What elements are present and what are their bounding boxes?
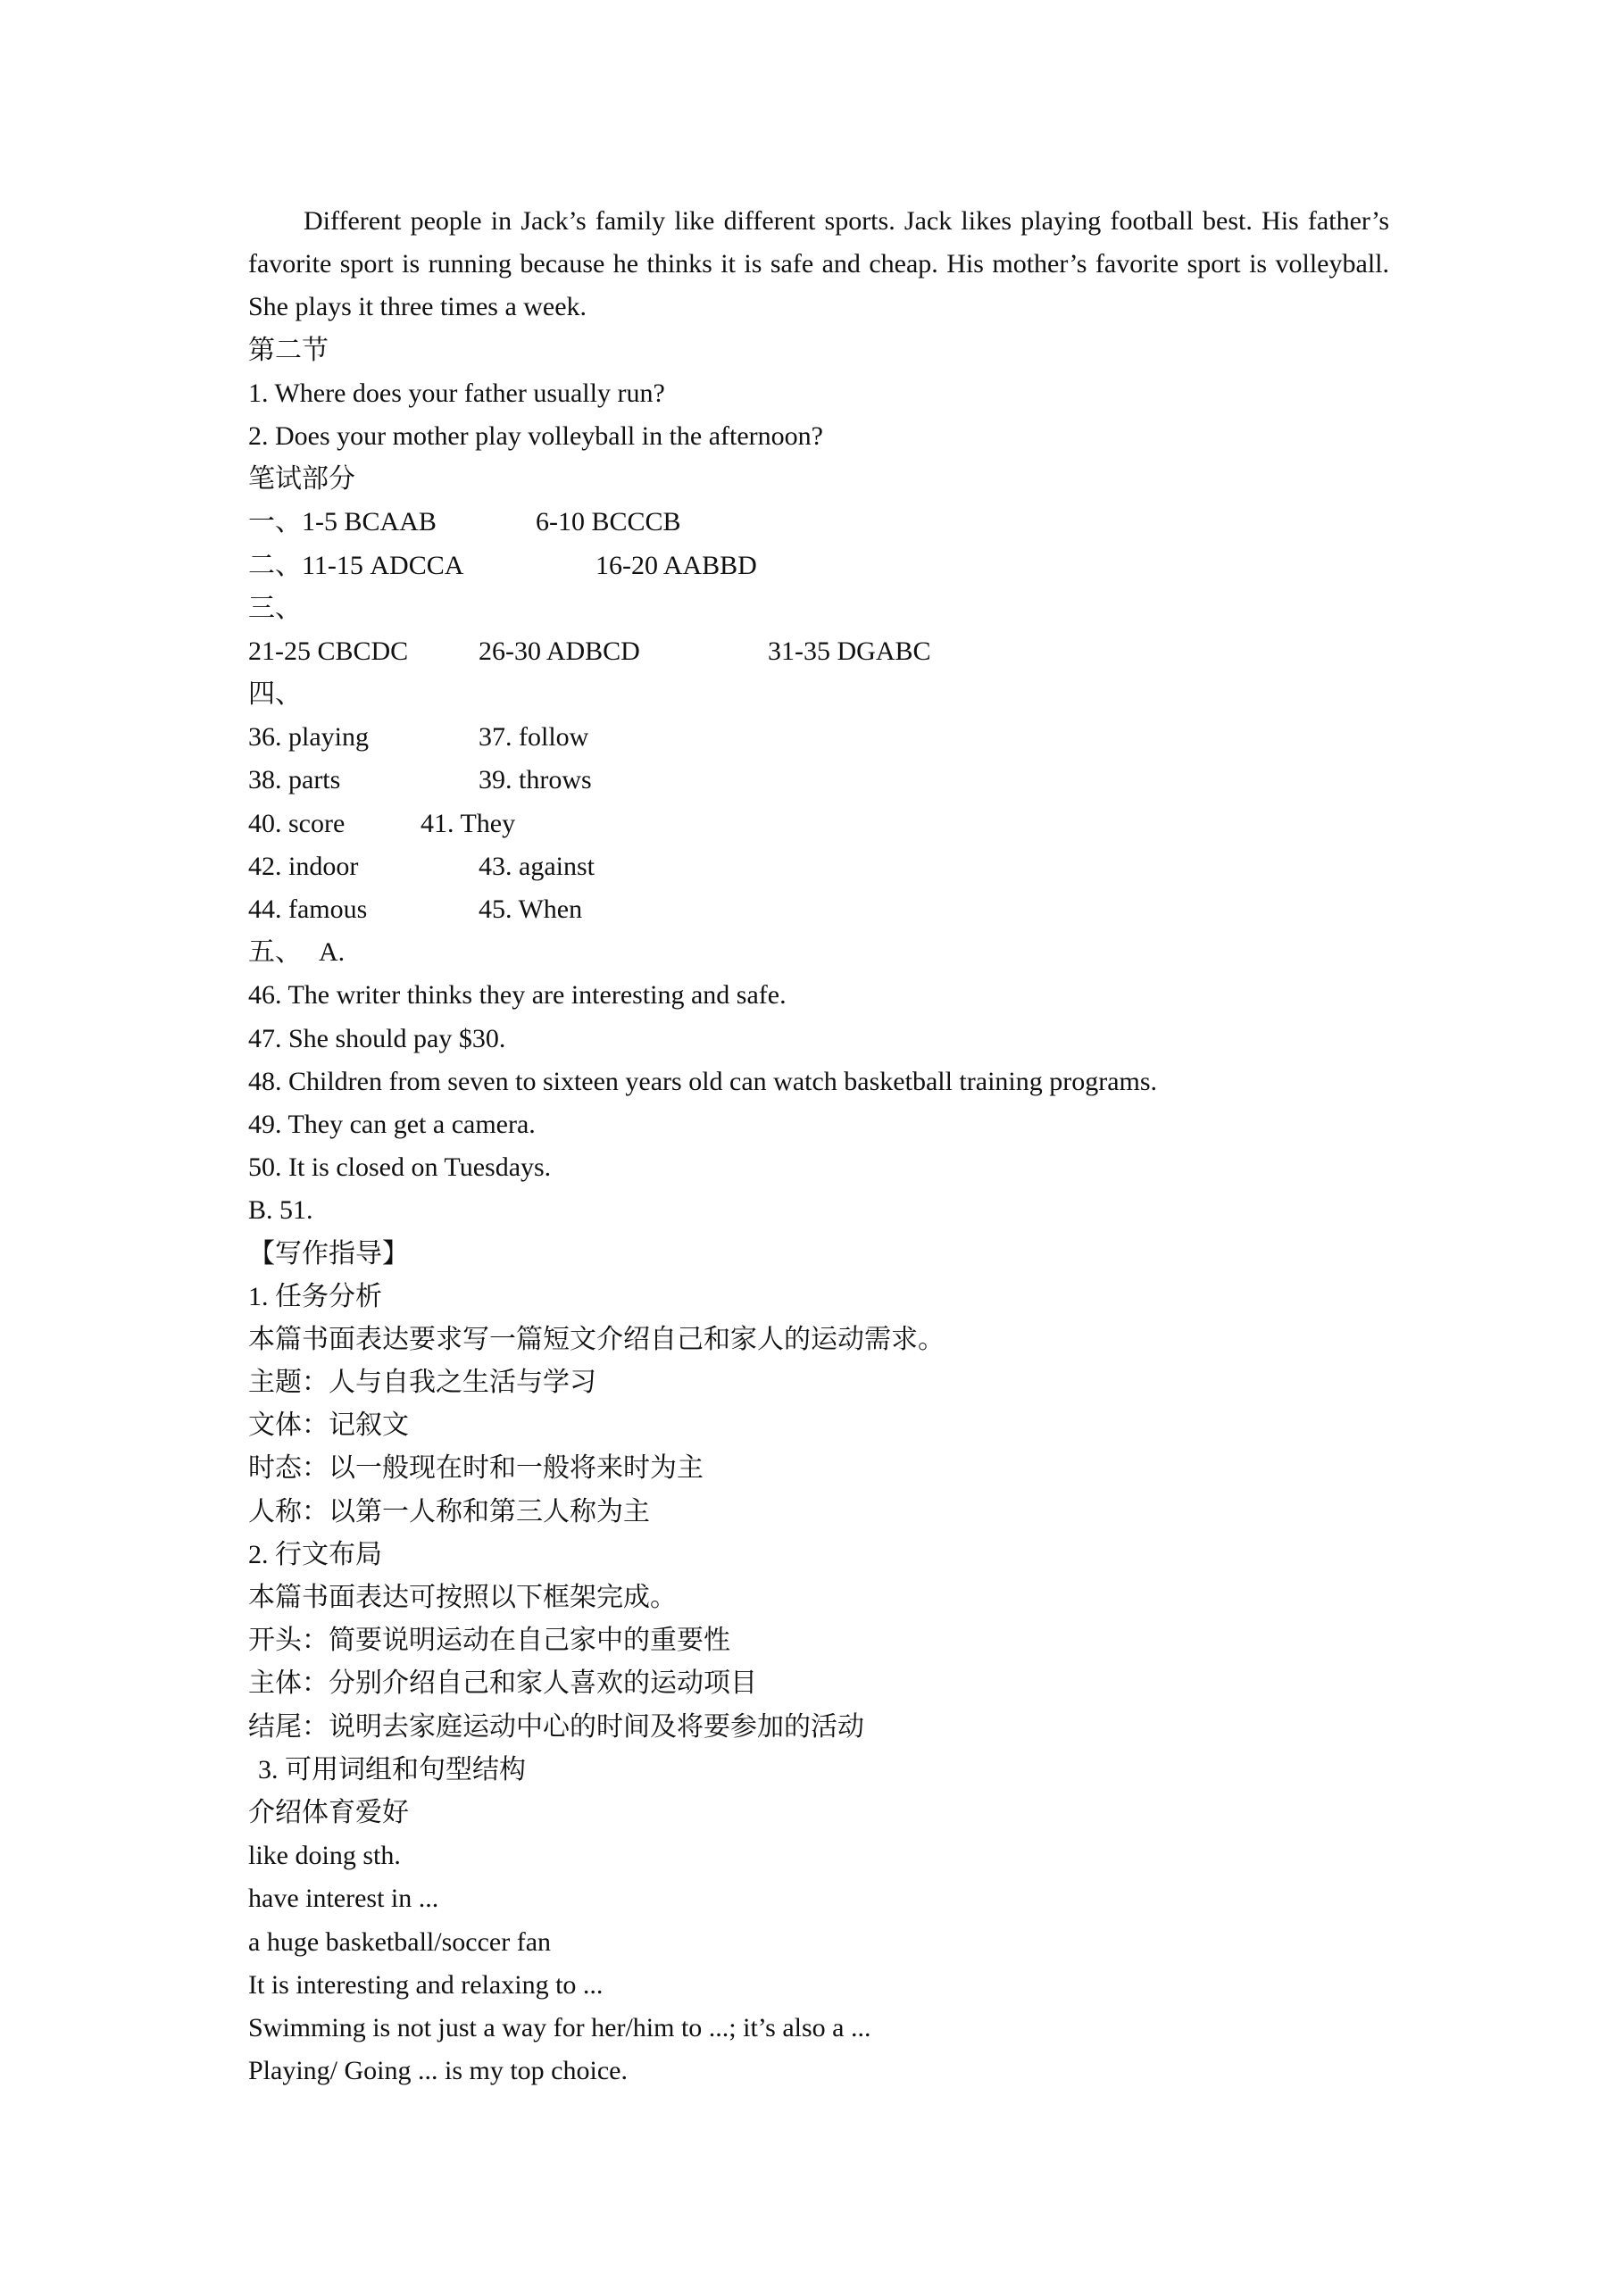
document-line — [248, 716, 1389, 759]
document-line — [248, 1233, 1389, 1276]
document-line — [248, 1576, 1389, 1619]
line-text: 38. parts — [248, 765, 341, 795]
document-line — [248, 1662, 1389, 1705]
line-text-column-2: 6-10 BCCCB — [536, 507, 681, 537]
document-line — [248, 372, 1389, 415]
document-line — [248, 1319, 1389, 1361]
line-text: 44. famous — [248, 894, 368, 925]
document-line — [248, 1018, 1389, 1061]
line-text: 本篇书面表达可按照以下框架完成。 — [248, 1583, 677, 1613]
answer-key-lines — [248, 329, 1389, 2093]
line-text: 50. It is closed on Tuesdays. — [248, 1152, 552, 1183]
line-text: 开头：简要说明运动在自己家中的重要性 — [248, 1626, 730, 1656]
document-line — [248, 1877, 1389, 1920]
line-text: like doing sth. — [248, 1841, 401, 1871]
line-text: have interest in ... — [248, 1884, 439, 1914]
line-text: 一、1-5 BCAAB — [248, 507, 437, 537]
line-text: 文体：记叙文 — [248, 1410, 409, 1441]
document-line — [248, 1103, 1389, 1146]
line-text: 介绍体育爱好 — [248, 1797, 409, 1827]
document-line — [248, 1061, 1389, 1103]
passage-paragraph: Different people in Jack’s family like different sports. Jack likes playing football best. His father’s favorite sport is running because he thinks it is safe and cheap. His mother’s favorite sport is volleyball. She plays it three times a week. — [248, 206, 1389, 322]
document-line — [248, 1404, 1389, 1447]
line-text: 第二节 — [248, 335, 329, 365]
document-line — [248, 329, 1389, 372]
line-text: 2. Does your mother play volleyball in the afternoon? — [248, 420, 823, 451]
document-line — [248, 974, 1389, 1017]
document-line — [248, 1749, 1389, 1792]
line-text: 3. 可用词组和句型结构 — [258, 1754, 526, 1784]
line-text: 49. They can get a camera. — [248, 1109, 536, 1139]
document-line — [248, 1921, 1389, 1964]
document-line — [248, 2007, 1389, 2050]
document-line — [248, 630, 1389, 673]
line-text: B. 51. — [248, 1195, 313, 1226]
document-line — [248, 501, 1389, 544]
document-line — [248, 1706, 1389, 1749]
line-text: 40. score — [248, 808, 346, 838]
document-line — [248, 1189, 1389, 1232]
line-text: 五、 — [248, 937, 302, 968]
line-text: Swimming is not just a way for her/him to ...; it’s also a ... — [248, 2012, 871, 2042]
document-line — [248, 1534, 1389, 1576]
document-line — [248, 803, 1389, 845]
document-line — [248, 888, 1389, 931]
document-line — [248, 1146, 1389, 1189]
document-line — [248, 587, 1389, 630]
line-text: Playing/ Going ... is my top choice. — [248, 2056, 628, 2086]
document-line — [248, 1361, 1389, 1404]
line-text-column-2: 39. throws — [479, 765, 592, 795]
document-line — [248, 1276, 1389, 1319]
line-text-column-2: 43. against — [479, 851, 595, 881]
document-line — [248, 545, 1389, 587]
document-line — [248, 931, 1389, 974]
line-text: 三、 — [248, 593, 302, 623]
document-line — [248, 759, 1389, 802]
line-text: 36. playing — [248, 722, 369, 753]
line-text: 1. Where does your father usually run? — [248, 378, 665, 408]
document-line — [248, 1792, 1389, 1834]
line-text-column-2: 26-30 ADBCD — [479, 636, 640, 666]
document-page — [248, 200, 1389, 2092]
document-line — [248, 1491, 1389, 1534]
line-text: 42. indoor — [248, 851, 359, 881]
line-text: 主体：分别介绍自己和家人喜欢的运动项目 — [248, 1668, 757, 1699]
line-text: 时态：以一般现在时和一般将来时为主 — [248, 1453, 704, 1484]
document-line — [248, 1447, 1389, 1490]
line-text-column-2: 41. They — [421, 808, 516, 838]
line-text: 【写作指导】 — [248, 1238, 409, 1269]
line-text: 笔试部分 — [248, 464, 355, 495]
line-text: 21-25 CBCDC — [248, 636, 409, 666]
line-text-column-2: 37. follow — [479, 722, 589, 753]
document-line — [248, 1834, 1389, 1877]
document-line — [248, 673, 1389, 716]
line-text-column-3: 31-35 DGABC — [768, 636, 931, 666]
line-text: 46. The writer thinks they are interesting and safe. — [248, 980, 787, 1011]
line-text: 1. 任务分析 — [248, 1281, 382, 1311]
line-text: 结尾：说明去家庭运动中心的时间及将要参加的活动 — [248, 1711, 864, 1742]
document-line — [248, 1619, 1389, 1662]
document-line — [248, 845, 1389, 888]
line-text-column-2: 45. When — [479, 894, 583, 925]
document-line — [248, 2050, 1389, 2092]
document-line — [248, 415, 1389, 458]
line-text: 主题：人与自我之生活与学习 — [248, 1368, 596, 1398]
line-text: It is interesting and relaxing to ... — [248, 1969, 604, 2000]
line-text: 人称：以第一人称和第三人称为主 — [248, 1496, 650, 1527]
line-text: 本篇书面表达要求写一篇短文介绍自己和家人的运动需求。 — [248, 1324, 945, 1354]
document-line — [248, 458, 1389, 501]
line-text-column-2: A. — [319, 937, 346, 968]
line-text: 47. She should pay $30. — [248, 1023, 506, 1053]
document-line — [248, 1964, 1389, 2007]
line-text-column-2: 16-20 AABBD — [595, 550, 757, 580]
line-text: 48. Children from seven to sixteen years old can watch basketball training programs. — [248, 1066, 1158, 1096]
line-text: 二、11-15 ADCCA — [248, 550, 464, 580]
line-text: 四、 — [248, 679, 302, 710]
line-text: 2. 行文布局 — [248, 1539, 382, 1569]
line-text: a huge basketball/soccer fan — [248, 1926, 552, 1957]
